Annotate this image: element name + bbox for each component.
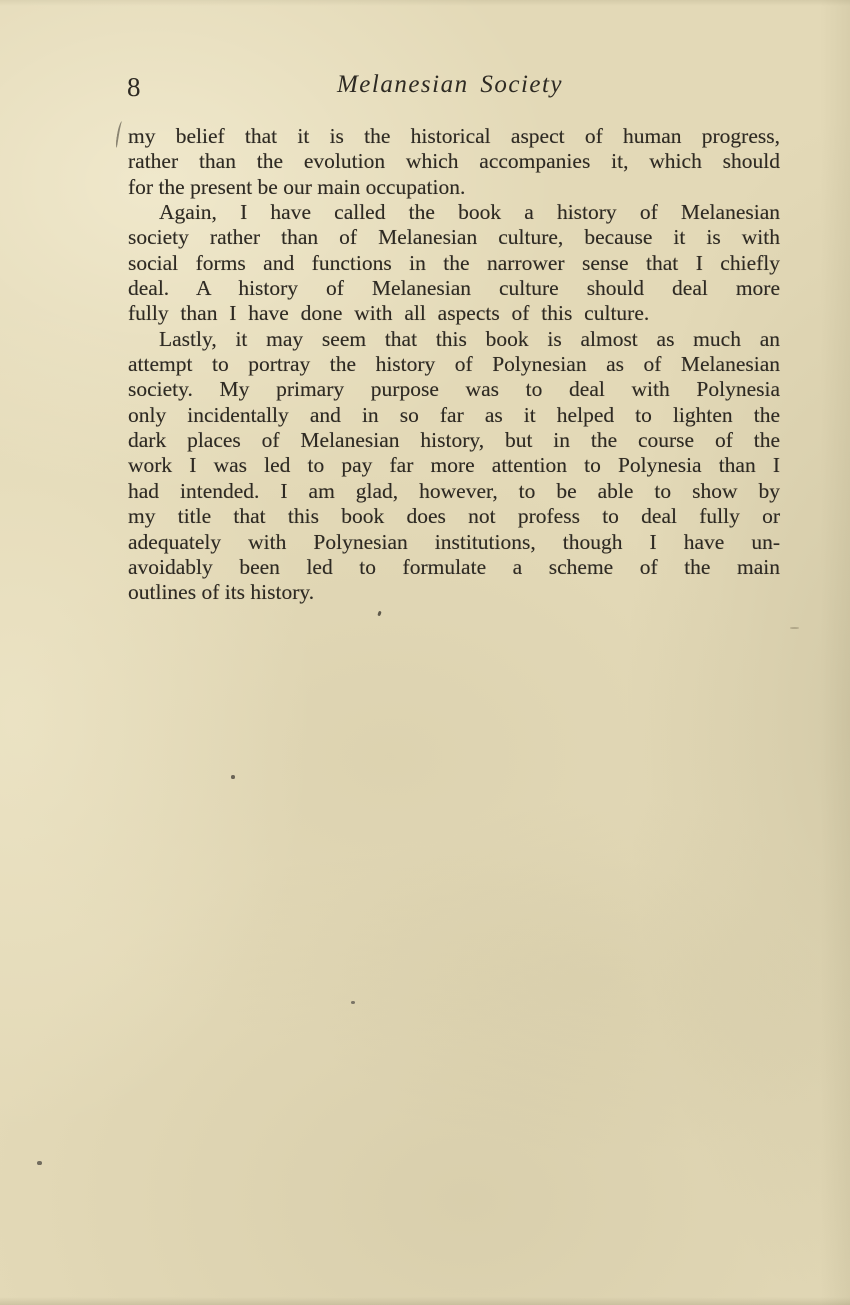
text-line: only incidentally and in so far as it helped to lighten the bbox=[128, 402, 780, 427]
paper-speck bbox=[231, 775, 235, 779]
paper-speck bbox=[377, 611, 382, 617]
text-line: fully than I have done with all aspects of this culture. bbox=[128, 301, 650, 326]
text-line: Lastly, it may seem that this book is almost as much an bbox=[159, 326, 780, 351]
text-line: adequately with Polynesian institutions, though I have un- bbox=[128, 529, 780, 554]
page-number: 8 bbox=[127, 72, 142, 102]
text-line: Again, I have called the book a history of Melanesian bbox=[159, 200, 780, 225]
text-line: work I was led to pay far more attention to Polynesia than I bbox=[128, 453, 780, 478]
text-line: society rather than of Melanesian culture, because it is with bbox=[128, 225, 780, 250]
text-line: my title that this book does not profess to deal fully or bbox=[128, 504, 780, 529]
text-line: my belief that it is the historical aspect of human progress, bbox=[128, 124, 780, 148]
text-line: outlines of its history. bbox=[128, 580, 315, 605]
text-line: dark places of Melanesian history, but in the course of the bbox=[128, 428, 780, 453]
paper-speck bbox=[790, 627, 799, 629]
text-line: for the present be our main occupation. bbox=[128, 174, 466, 199]
margin-pen-mark bbox=[115, 121, 124, 148]
paragraph-3 bbox=[128, 327, 780, 606]
text-block bbox=[128, 124, 780, 606]
text-line: avoidably been led to formulate a scheme of the main bbox=[128, 554, 780, 579]
running-header: Melanesian Society bbox=[336, 71, 564, 98]
text-line: society. My primary purpose was to deal with Polynesia bbox=[128, 377, 780, 402]
text-line: rather than the evolution which accompanies it, which should bbox=[128, 149, 780, 174]
text-line: had intended. I am glad, however, to be able to show by bbox=[128, 478, 780, 503]
paper-speck bbox=[351, 1001, 355, 1004]
paragraph-2 bbox=[128, 200, 780, 327]
text-line: social forms and functions in the narrower sense that I chiefly bbox=[128, 250, 780, 275]
text-line: attempt to portray the history of Polynesian as of Melanesian bbox=[128, 352, 780, 377]
paragraph-1 bbox=[128, 124, 780, 200]
paper-speck bbox=[37, 1161, 42, 1165]
text-line: deal. A history of Melanesian culture should deal more bbox=[128, 276, 780, 301]
